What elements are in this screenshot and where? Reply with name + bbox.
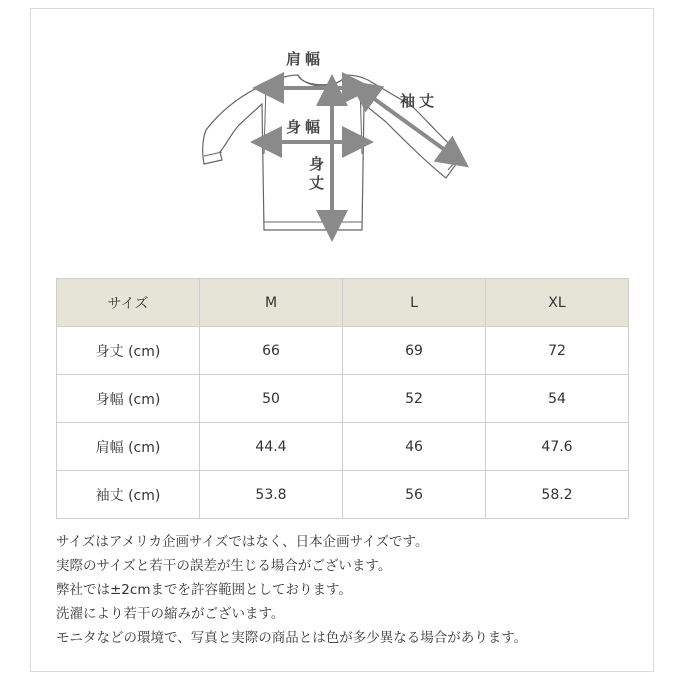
tshirt-diagram-svg — [190, 44, 490, 244]
body-width-label: 身幅 — [286, 118, 325, 136]
note-line: 実際のサイズと若干の誤差が生じる場合がございます。 — [56, 558, 392, 574]
size-table — [56, 278, 629, 519]
table-cell: 53.8 — [200, 471, 343, 519]
note-line: モニタなどの環境で、写真と実際の商品とは色が多少異なる場合があります。 — [56, 630, 528, 646]
table-cell: 58.2 — [486, 471, 629, 519]
table-row — [57, 471, 629, 519]
table-row — [57, 327, 629, 375]
shoulder-width-label: 肩幅 — [286, 50, 325, 68]
column-header: M — [200, 279, 343, 327]
table-row — [57, 375, 629, 423]
row-label: 肩幅 (cm) — [57, 423, 200, 471]
column-header: L — [343, 279, 486, 327]
table-cell: 69 — [343, 327, 486, 375]
table-cell: 44.4 — [200, 423, 343, 471]
table-cell: 46 — [343, 423, 486, 471]
notes-section — [56, 530, 656, 650]
table-cell: 50 — [200, 375, 343, 423]
table-cell: 52 — [343, 375, 486, 423]
collar — [298, 75, 346, 85]
row-label: 身丈 (cm) — [57, 327, 200, 375]
table-cell: 56 — [343, 471, 486, 519]
column-header: XL — [486, 279, 629, 327]
row-label: 身幅 (cm) — [57, 375, 200, 423]
note-line: 弊社では±2cmまでを許容範囲としております。 — [56, 582, 352, 598]
note-line: 洗濯により若干の縮みがございます。 — [56, 606, 285, 622]
table-cell: 54 — [486, 375, 629, 423]
shoulder-seam-right — [360, 84, 362, 154]
shoulder-seam-left — [264, 84, 266, 154]
column-header: サイズ — [57, 279, 200, 327]
table-row — [57, 423, 629, 471]
body-length-label: 身丈 — [307, 156, 325, 194]
table-cell: 66 — [200, 327, 343, 375]
table-header-row — [57, 279, 629, 327]
table-cell: 47.6 — [486, 423, 629, 471]
note-line: サイズはアメリカ企画サイズではなく、日本企画サイズです。 — [56, 534, 429, 550]
garment-diagram — [190, 44, 490, 244]
cuff-left — [204, 152, 222, 156]
table-cell: 72 — [486, 327, 629, 375]
row-label: 袖丈 (cm) — [57, 471, 200, 519]
sleeve-length-label: 袖丈 — [400, 92, 439, 110]
